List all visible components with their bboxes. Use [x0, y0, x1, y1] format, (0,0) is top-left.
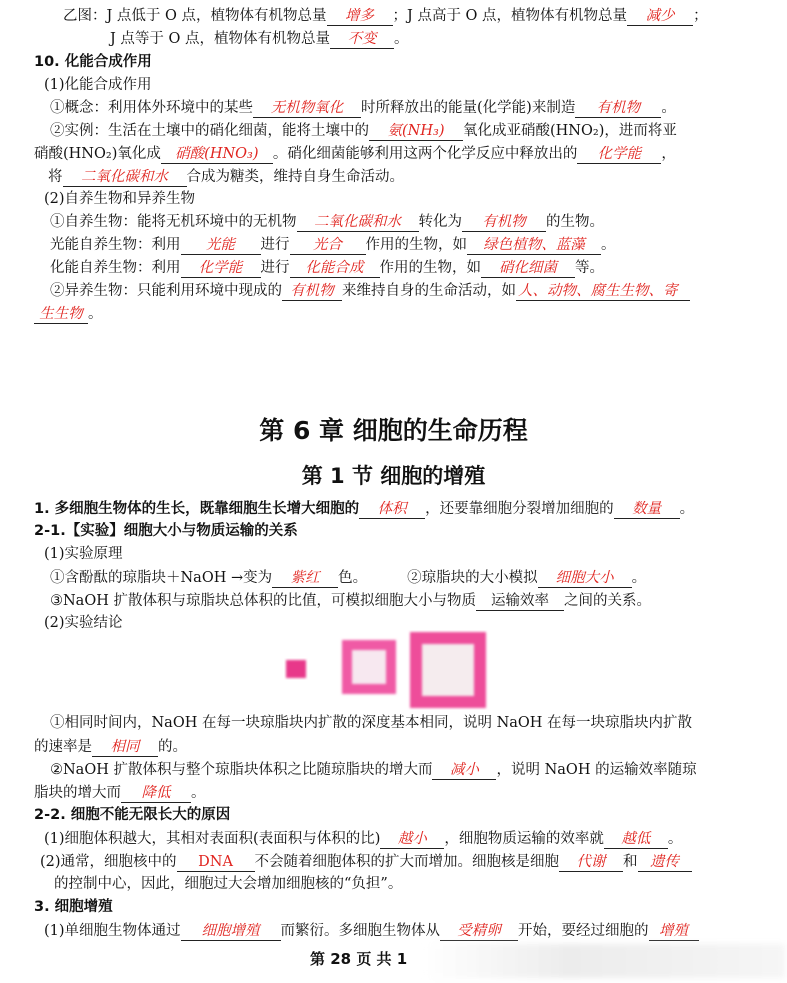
heading: 2-2. 细胞不能无限长大的原因 — [34, 807, 231, 823]
answer-blank: 受精卵 — [440, 923, 518, 941]
text-line: 的速率是 相同 的。 — [34, 739, 187, 755]
answer-blank: 减少 — [627, 8, 693, 26]
answer-blank: 光合 — [290, 237, 366, 255]
text-line: J 点等于 O 点，植物体有机物总量 不变 。 — [110, 31, 409, 47]
text-line: 乙图：J 点低于 O 点，植物体有机物总量 增多 ；J 点高于 O 点，植物体有机物总量 减少 ； — [63, 8, 708, 24]
text-line: ①自养生物：能将无机环境中的无机物 二氧化碳和水 转化为 有机物 的生物。 — [50, 214, 604, 230]
text-line: ②异养生物：只能利用环境中现成的 有机物 来维持自身的生命活动，如 人、动物、腐生生物、寄 — [50, 283, 690, 301]
chapter-title: 第 6 章 细胞的生命历程 — [259, 416, 528, 445]
answer-blank: 氨(NH₃) — [369, 123, 463, 141]
text-line: (2)通常，细胞核中的 DNA 不会随着细胞体积的扩大而增加。细胞核是细胞 代谢 和 遗传 — [40, 854, 692, 872]
agar-cubes-image — [280, 630, 500, 710]
blurred-region — [425, 944, 785, 978]
answer-blank: 增殖 — [649, 923, 699, 941]
heading: 10. 化能合成作用 — [34, 54, 152, 70]
text-line: ①相同时间内，NaOH 在每一块琼脂块内扩散的深度基本相同，说明 NaOH 在每一块琼脂块内扩散 — [50, 715, 693, 731]
answer-blank: 紫红 — [272, 570, 338, 588]
answer-blank: 二氧化碳和水 — [297, 214, 419, 232]
answer-blank: 绿色植物、蓝藻 — [467, 237, 601, 255]
answer-blank: 细胞增殖 — [181, 923, 281, 941]
subheading: (1)实验原理 — [44, 546, 123, 562]
answer-blank: 减小 — [432, 762, 496, 780]
answer-blank: 代谢 — [559, 854, 623, 872]
answer-blank: 有机物 — [575, 100, 661, 118]
answer-blank: 光能 — [181, 237, 261, 255]
text-line: ③NaOH 扩散体积与琼脂块总体积的比值，可模拟细胞大小与物质 运输效率 之间的关系。 — [50, 593, 651, 609]
answer-blank: 人、动物、腐生生物、寄 — [516, 283, 690, 301]
text-line: 将 二氧化碳和水 合成为糖类，维持自身生命活动。 — [48, 169, 404, 185]
answer-blank: 越低 — [604, 831, 668, 849]
answer-blank: 有机物 — [282, 283, 342, 301]
answer-blank: 体积 — [359, 501, 425, 519]
text-line: 的控制中心，因此，细胞过大会增加细胞核的“负担”。 — [54, 876, 403, 892]
text-line: 光能自养生物：利用 光能 进行 光合 作用的生物，如 绿色植物、蓝藻 。 — [50, 237, 616, 253]
text-line: 1. 多细胞生物体的生长，既靠细胞生长增大细胞的 体积 ，还要靠细胞分裂增加细胞的 数量 。 — [34, 501, 695, 517]
answer-blank: 硝化细菌 — [481, 260, 575, 278]
answer-blank: 二氧化碳和水 — [63, 169, 187, 187]
text-line: 脂块的增大而 降低 。 — [34, 785, 206, 801]
answer-blank: 硝酸(HNO₃) — [161, 146, 273, 164]
answer-blank: 数量 — [614, 501, 680, 519]
answer-blank: 化学能 — [181, 260, 261, 278]
answer-blank: 生生物 — [34, 306, 88, 324]
answer-blank: 遗传 — [638, 854, 692, 872]
heading: 3. 细胞增殖 — [34, 899, 113, 915]
answer-blank: 增多 — [327, 8, 393, 26]
text-line: (1)细胞体积越大，其相对表面积(表面积与体积的比) 越小 ，细胞物质运输的效率就 越低 。 — [44, 831, 683, 847]
text-line: ①含酚酞的琼脂块＋NaOH →变为 紫红 色。 ②琼脂块的大小模拟 细胞大小 。 — [50, 570, 647, 586]
answer-blank: 无机物氧化 — [253, 100, 361, 118]
answer-blank: 越小 — [380, 831, 444, 849]
answer-blank: 不变 — [330, 31, 394, 49]
text-line: ②NaOH 扩散体积与整个琼脂块体积之比随琼脂块的增大而 减小 ，说明 NaOH 的运输效率随琼 — [50, 762, 697, 778]
small-cube — [286, 660, 306, 678]
answer-blank: 降低 — [121, 785, 191, 803]
answer-blank: 运输效率 — [476, 593, 564, 611]
answer-blank: 化能合成 — [290, 260, 380, 278]
answer-blank: DNA — [177, 854, 255, 872]
text-line: (1)单细胞生物体通过 细胞增殖 而繁衍。多细胞生物体从 受精卵 开始，要经过细胞的 增殖 — [44, 923, 699, 941]
section-title: 第 1 节 细胞的增殖 — [301, 464, 486, 488]
answer-blank: 相同 — [92, 739, 158, 757]
answer-blank: 细胞大小 — [538, 570, 632, 588]
subheading: (1)化能合成作用 — [44, 77, 152, 93]
subheading: (2)自养生物和异养生物 — [44, 191, 196, 207]
heading: 2-1.【实验】细胞大小与物质运输的关系 — [34, 523, 298, 539]
text-line: 化能自养生物：利用 化学能 进行 化能合成 作用的生物，如 硝化细菌 等。 — [50, 260, 604, 276]
answer-blank: 化学能 — [577, 146, 661, 164]
subheading: (2)实验结论 — [44, 615, 123, 631]
text-line: ①概念：利用体外环境中的某些 无机物氧化 时所释放出的能量(化学能)来制造 有机物 。 — [50, 100, 676, 116]
text-line: 硝酸(HNO₂)氧化成 硝酸(HNO₃) 。硝化细菌能够利用这两个化学反应中释放出的 化学能 ， — [34, 146, 676, 162]
text-line: ②实例：生活在土壤中的硝化细菌，能将土壤中的 氨(NH₃) 氧化成亚硝酸(HNO₂)，进而将亚 — [50, 123, 677, 139]
answer-blank: 有机物 — [462, 214, 546, 232]
page-footer: 第 28 页 共 1 — [310, 950, 408, 968]
text-line: 生生物 。 — [34, 306, 103, 324]
